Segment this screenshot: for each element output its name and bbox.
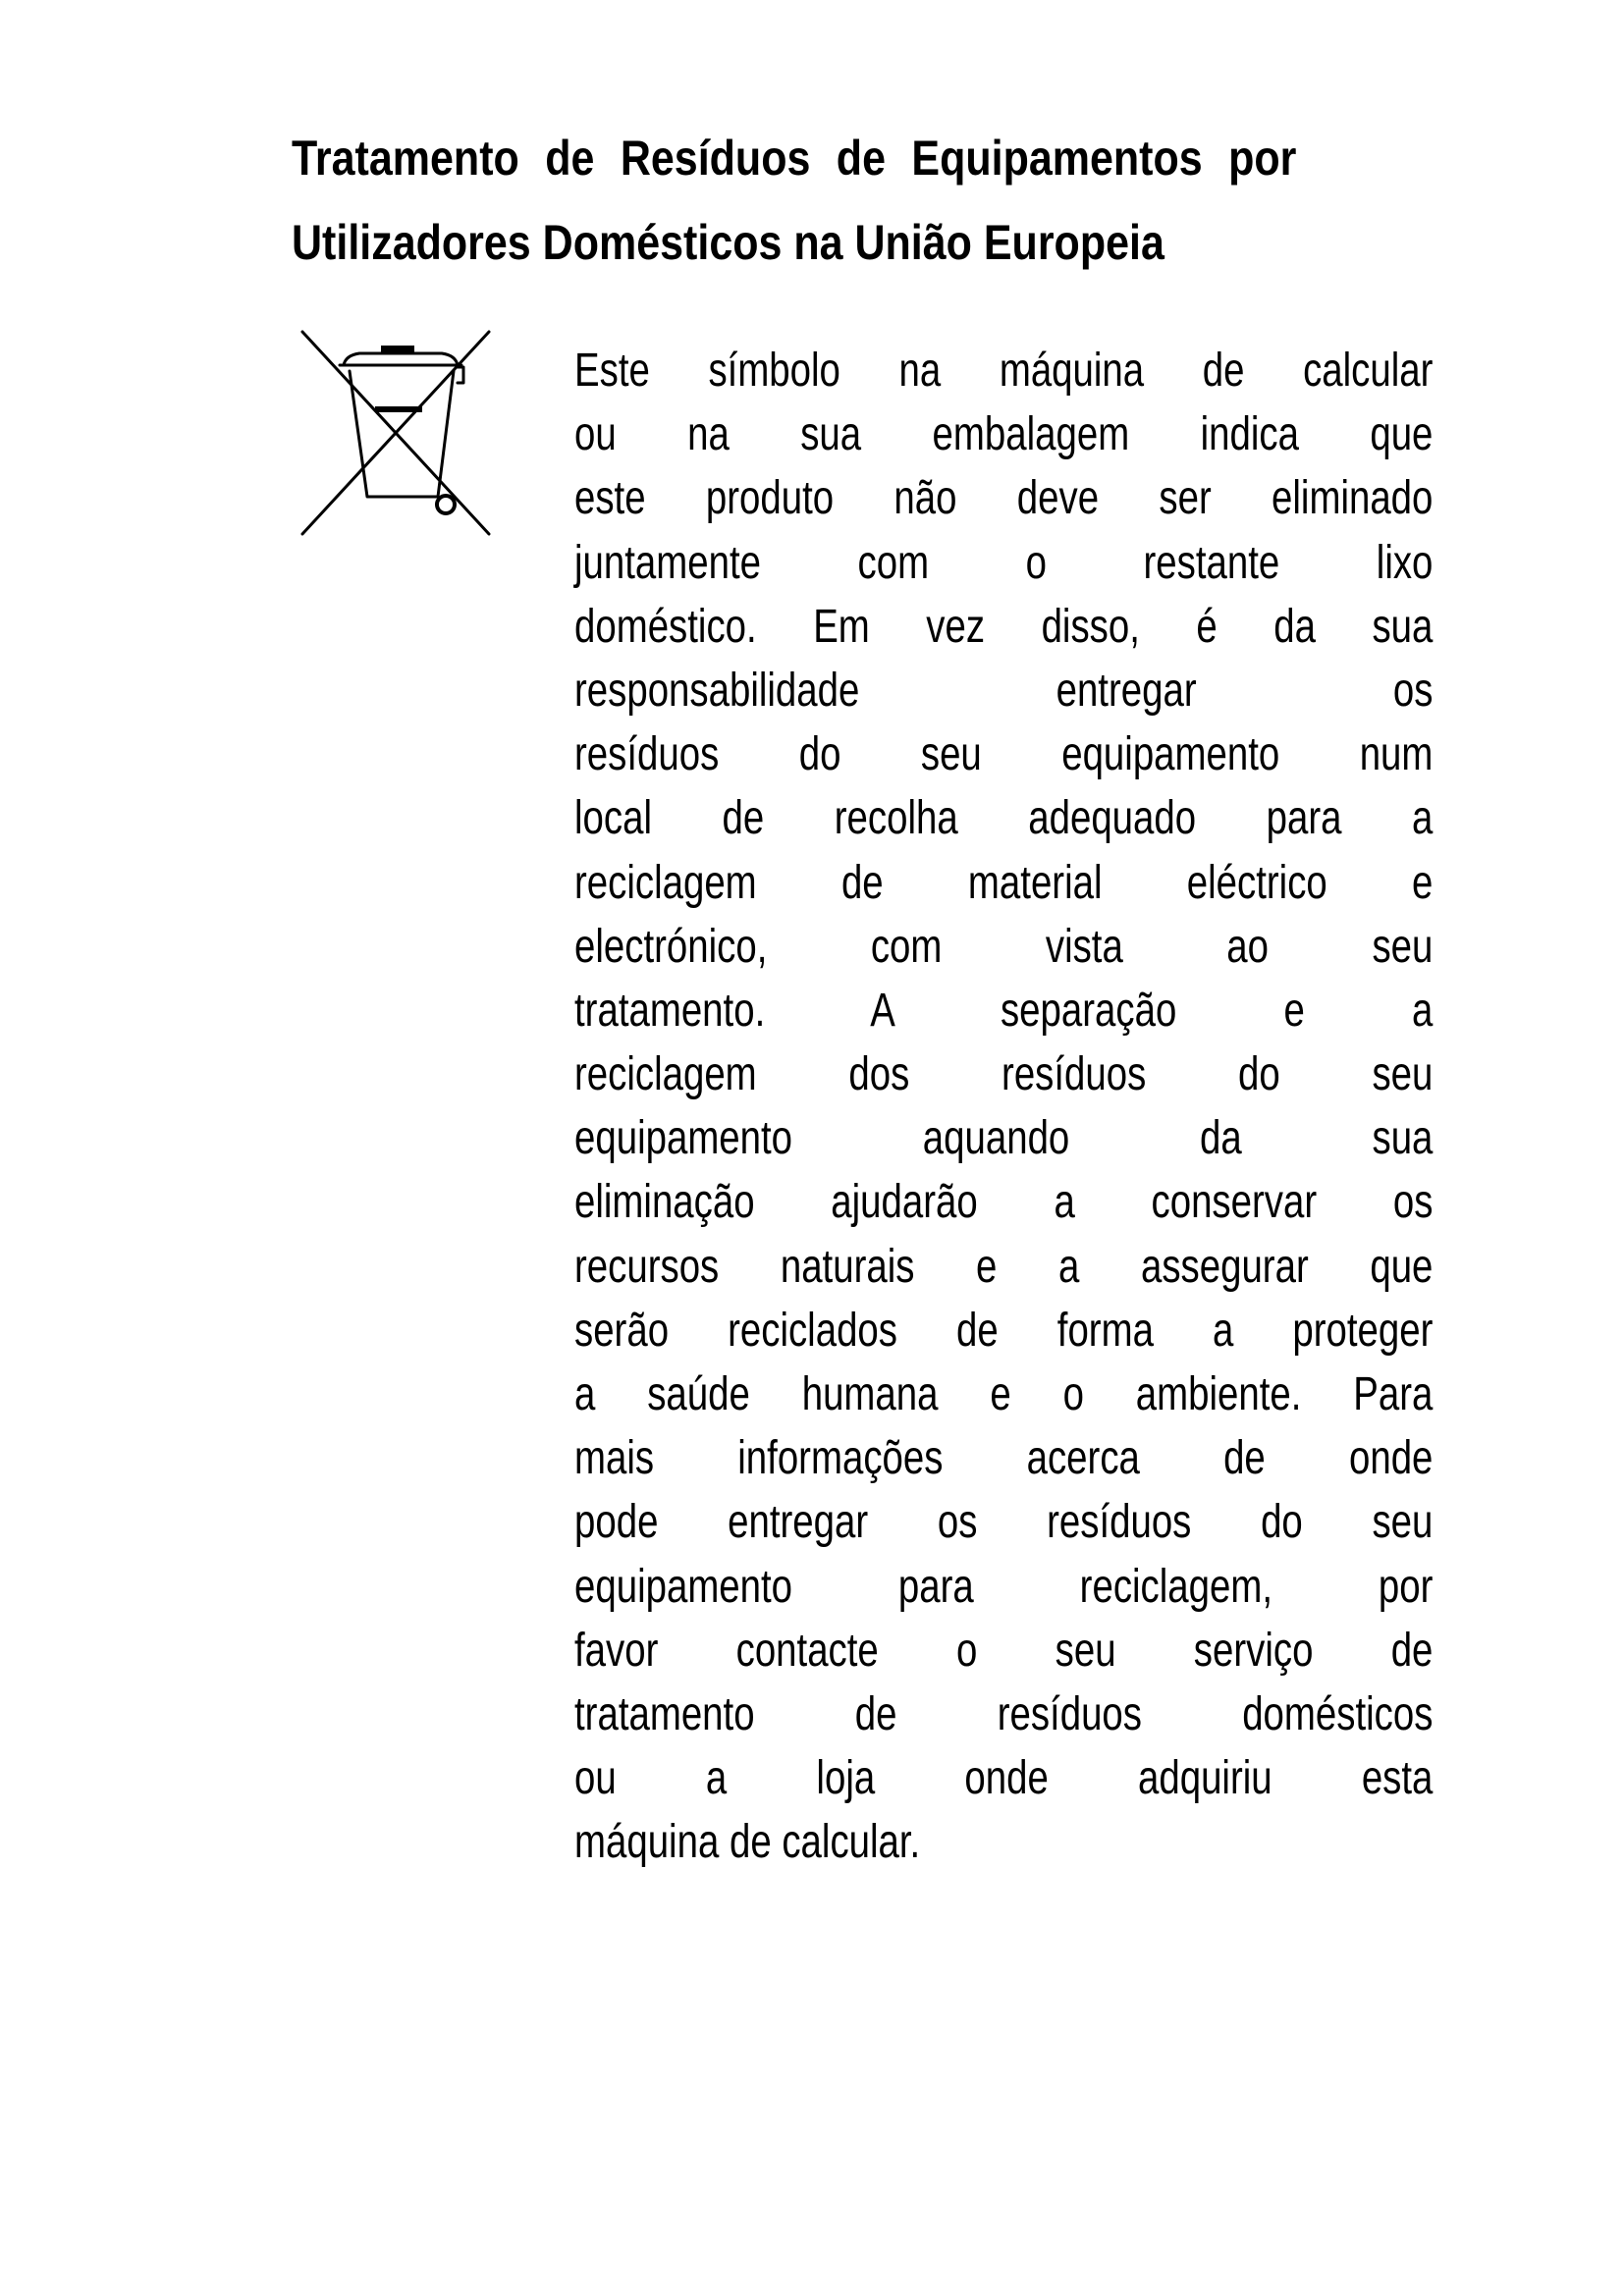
body-line: resíduos do seu equipamento num [574,728,1434,781]
body-line: doméstico. Em vez disso, é da sua [574,600,1434,653]
body-line: reciclagem de material eléctrico e [574,856,1434,909]
title-line-1: Tratamento de Resíduos de Equipamentos por [292,131,1297,186]
body-line: responsabilidade entregar os [574,664,1434,717]
body-line: ou a loja onde adquiriu esta [574,1752,1434,1805]
body-line: eliminação ajudarão a conservar os [574,1176,1434,1229]
body-line: ou na sua embalagem indica que [574,408,1434,461]
body-line: serão reciclados de forma a proteger [574,1304,1434,1357]
body-line: tratamento de resíduos domésticos [574,1687,1434,1740]
body-line: a saúde humana e o ambiente. Para [574,1368,1434,1420]
body-line: equipamento aquando da sua [574,1112,1434,1165]
body-line: mais informações acerca de onde [574,1432,1434,1485]
body-line: tratamento. A separação e a [574,984,1434,1037]
body-line: favor contacte o seu serviço de [574,1624,1434,1677]
body-line: local de recolha adequado para a [574,792,1434,845]
crossed-out-wheelie-bin-icon [295,324,497,542]
body-line: equipamento para reciclagem, por [574,1560,1434,1613]
body-line: Este símbolo na máquina de calcular [574,345,1434,397]
body-line: este produto não deve ser eliminado [574,472,1434,525]
disposal-notice-text [574,339,1433,1875]
body-line: pode entregar os resíduos do seu [574,1496,1434,1549]
page-title [292,116,1297,285]
body-line: máquina de calcular. [574,1816,921,1869]
body-line: electrónico, com vista ao seu [574,920,1434,973]
body-line: reciclagem dos resíduos do seu [574,1048,1434,1101]
body-line: juntamente com o restante lixo [574,536,1434,589]
title-line-2: Utilizadores Domésticos na União Europeia [292,215,1164,270]
body-line: recursos naturais e a assegurar que [574,1240,1434,1293]
